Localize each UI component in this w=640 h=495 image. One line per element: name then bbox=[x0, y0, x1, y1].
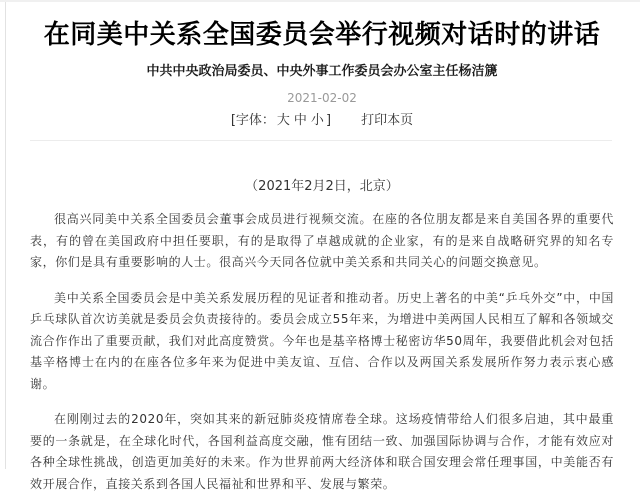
font-size-large-button[interactable]: 大 bbox=[276, 113, 290, 128]
article-header bbox=[30, 20, 614, 129]
article-dateline: （2021年2月2日，北京） bbox=[245, 179, 399, 194]
page-title: 在同美中关系全国委员会举行视频对话时的讲话 bbox=[43, 20, 601, 50]
font-control-prefix: [字体： bbox=[230, 113, 275, 128]
author-line: 中共中央政治局委员、中央外事工作委员会办公室主任杨洁篪 bbox=[146, 64, 498, 79]
page-content bbox=[0, 2, 640, 495]
page-left-rule bbox=[5, 2, 6, 469]
toolbar bbox=[30, 113, 614, 129]
article-paragraph: 很高兴同美中关系全国委员会董事会成员进行视频交流。在座的各位朋友都是来自美国各界的重要代表，有的曾在美国政府中担任要职，有的是取得了卓越成就的企业家，有的是来自战略研究界的知名专家，你们是具有重要影响的人士。很高兴今天同各位就中美关系和共同关心的问题交换意见。 bbox=[30, 212, 614, 269]
article-paragraph: 在刚刚过去的2020年，突如其来的新冠肺炎疫情席卷全球。这场疫情带给人们很多启迪，其中最重要的一条就是，在全球化时代，各国利益高度交融，惟有团结一致、加强国际协调与合作，才能有效应对各种全球性挑战，创造更加美好的未来。作为世界前两大经济体和联合国安理会常任理事国，中美能否有效开展合作，直接关系到各国人民福祉和世界和平、发展与繁荣。 bbox=[30, 412, 614, 491]
article-paragraph: 美中关系全国委员会是中美关系发展历程的见证者和推动者。历史上著名的中美“乒乓外交”中，中国乒乓球队首次访美就是委员会负责接待的。委员会成立55年来，为增进中美两国人民相互了解和各领域交流合作作出了重要贡献，我们对此高度赞赏。今年也是基辛格博士秘密访华50周年，我要借此机会对包括基辛格博士在内的在座各位多年来为促进中美友谊、互信、合作以及两国关系发展所作努力表示衷心感谢。 bbox=[30, 290, 614, 391]
font-size-medium-button[interactable]: 中 bbox=[293, 113, 307, 128]
print-page-link[interactable]: 打印本页 bbox=[361, 113, 414, 128]
font-size-small-button[interactable]: 小 bbox=[310, 113, 324, 128]
font-size-control bbox=[231, 113, 331, 128]
article-paragraphs bbox=[30, 209, 614, 495]
header-divider bbox=[30, 140, 612, 141]
font-control-suffix: ] bbox=[325, 113, 332, 128]
publish-date: 2021-02-02 bbox=[287, 91, 357, 105]
article-body bbox=[30, 178, 614, 495]
